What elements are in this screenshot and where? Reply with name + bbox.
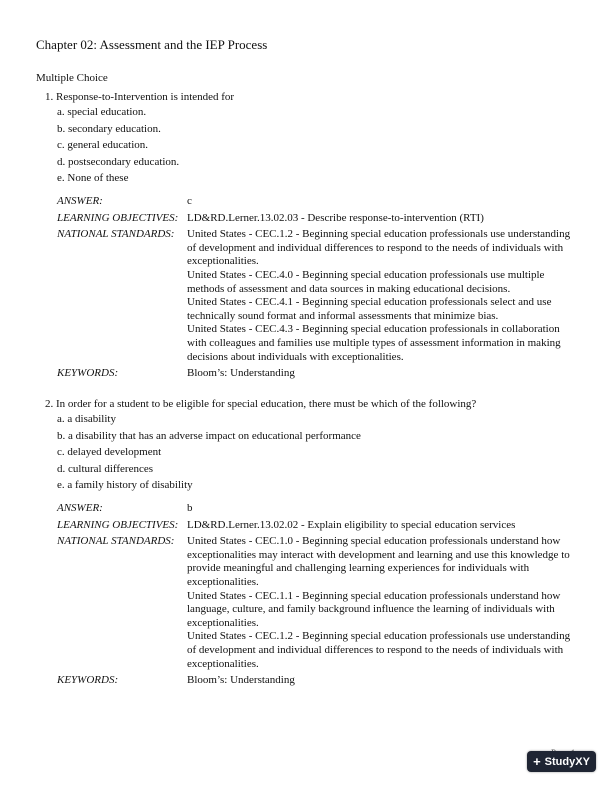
answer-metadata — [57, 195, 577, 381]
standard-item: United States - CEC.4.1 - Beginning special education professionals select and use technically sound format and informal assessments that minimize bias. — [187, 296, 552, 322]
learning-objectives-row — [57, 519, 577, 533]
standard-item: United States - CEC.1.2 - Beginning special education professionals use understanding of development and individual differences to respond to the needs of individuals with exceptionalities. — [187, 228, 571, 268]
keywords-row — [57, 367, 577, 381]
option-a: a. special education. — [57, 106, 147, 118]
national-standards-list — [187, 228, 577, 364]
standard-item: United States - CEC.1.2 - Beginning special education professionals use understanding of development and individual differences to respond to the needs of individuals with exceptionalities. — [187, 630, 571, 670]
option-d: d. postsecondary education. — [57, 155, 180, 168]
standard-item: United States - CEC.1.1 - Beginning special education professionals understand how language, culture, and family background influence the learning of individuals with exceptionalities. — [187, 589, 561, 629]
learning-objectives-row — [57, 212, 577, 226]
section-label: Multiple Choice — [36, 72, 108, 84]
national-standards-label: NATIONAL STANDARDS: — [57, 535, 175, 548]
learning-objectives-label: LEARNING OBJECTIVES: — [57, 211, 179, 224]
question-stem: 1. Response-to-Intervention is intended for — [45, 91, 235, 103]
option-e: e. a family history of disability — [57, 479, 193, 491]
answer-options — [57, 411, 361, 494]
option-d: d. cultural differences — [57, 462, 154, 475]
keywords-label: KEYWORDS: — [57, 367, 119, 380]
answer-label: ANSWER: — [57, 502, 103, 514]
answer-label: ANSWER: — [57, 195, 103, 207]
answer-value: b — [187, 502, 193, 514]
standard-item: United States - CEC.4.0 - Beginning special education professionals use multiple methods of assessment and data sources in making educational decisions. — [187, 268, 545, 295]
keywords-value: Bloom’s: Understanding — [187, 367, 295, 380]
option-c: c. general education. — [57, 139, 149, 151]
keywords-label: KEYWORDS: — [57, 674, 119, 687]
standard-item: United States - CEC.4.3 - Beginning special education professionals in collaboration with colleagues and families use multiple types of assessment information in making decisions about individuals with exceptionalities. — [187, 323, 561, 363]
national-standards-list — [187, 535, 577, 671]
answer-row — [57, 502, 577, 516]
plus-icon: + — [533, 754, 541, 769]
learning-objectives-value: LD&RD.Lerner.13.02.03 - Describe response-to-intervention (RTI) — [187, 211, 484, 224]
studyxy-badge[interactable] — [527, 751, 596, 772]
option-a: a. a disability — [57, 413, 116, 425]
standard-item: United States - CEC.1.0 - Beginning special education professionals understand how exceptionalities may interact with development and learning and use this knowledge to provide meaningful and challenging learning experiences for individuals with exceptionalities. — [187, 535, 570, 588]
badge-label: StudyXY — [544, 755, 590, 768]
option-c: c. delayed development — [57, 446, 162, 458]
learning-objectives-value: LD&RD.Lerner.13.02.02 - Explain eligibility to special education services — [187, 518, 516, 531]
option-e: e. None of these — [57, 172, 129, 184]
national-standards-row — [57, 535, 577, 671]
national-standards-row — [57, 228, 577, 364]
keywords-row — [57, 674, 577, 688]
answer-row — [57, 195, 577, 209]
keywords-value: Bloom’s: Understanding — [187, 674, 295, 687]
option-b: b. a disability that has an adverse impact on educational performance — [57, 429, 361, 442]
option-b: b. secondary education. — [57, 122, 161, 135]
question-stem: 2. In order for a student to be eligible for special education, there must be which of the following? — [45, 398, 477, 410]
answer-options — [57, 104, 179, 187]
chapter-title: Chapter 02: Assessment and the IEP Process — [36, 37, 268, 52]
learning-objectives-label: LEARNING OBJECTIVES: — [57, 518, 179, 531]
answer-metadata — [57, 502, 577, 688]
national-standards-label: NATIONAL STANDARDS: — [57, 228, 175, 241]
answer-value: c — [187, 195, 192, 207]
